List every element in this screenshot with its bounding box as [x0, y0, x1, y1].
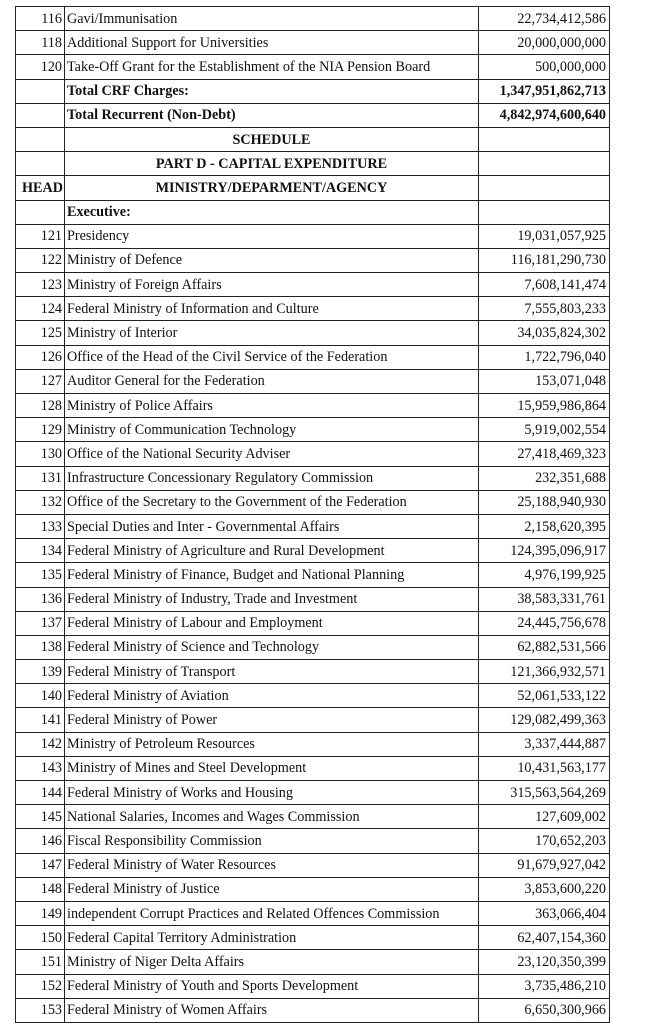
- item-description: Ministry of Foreign Affairs: [65, 273, 479, 297]
- empty-cell: [16, 152, 65, 176]
- table-row: [16, 660, 610, 684]
- head-number: 122: [16, 248, 65, 272]
- head-number: 136: [16, 587, 65, 611]
- table-row: [16, 394, 610, 418]
- item-amount: 1,722,796,040: [479, 345, 610, 369]
- empty-cell: [479, 200, 610, 224]
- table-row: [16, 345, 610, 369]
- item-amount: 22,734,412,586: [479, 7, 610, 31]
- column-header-row: [16, 176, 610, 200]
- head-number: 124: [16, 297, 65, 321]
- item-amount: 129,082,499,363: [479, 708, 610, 732]
- part-title: PART D - CAPITAL EXPENDITURE: [65, 152, 479, 176]
- head-number: 128: [16, 394, 65, 418]
- table-row: [16, 563, 610, 587]
- head-number: 145: [16, 805, 65, 829]
- table-row: [16, 490, 610, 514]
- table-row: [16, 321, 610, 345]
- item-amount: 7,555,803,233: [479, 297, 610, 321]
- total-row: [16, 103, 610, 127]
- item-amount: 27,418,469,323: [479, 442, 610, 466]
- head-number: 140: [16, 684, 65, 708]
- empty-cell: [16, 127, 65, 151]
- item-amount: 363,066,404: [479, 901, 610, 925]
- head-number: 143: [16, 756, 65, 780]
- item-description: Federal Ministry of Women Affairs: [65, 998, 479, 1022]
- table-row: [16, 418, 610, 442]
- budget-table-body: [16, 7, 610, 1023]
- item-description: Office of the National Security Adviser: [65, 442, 479, 466]
- head-number: 146: [16, 829, 65, 853]
- item-description: Federal Ministry of Water Resources: [65, 853, 479, 877]
- table-row: [16, 974, 610, 998]
- head-number: 134: [16, 539, 65, 563]
- item-amount: 232,351,688: [479, 466, 610, 490]
- head-number: 133: [16, 514, 65, 538]
- item-amount: 124,395,096,917: [479, 539, 610, 563]
- head-number: 127: [16, 369, 65, 393]
- item-amount: 6,650,300,966: [479, 998, 610, 1022]
- item-amount: 127,609,002: [479, 805, 610, 829]
- item-description: Presidency: [65, 224, 479, 248]
- item-description: Federal Ministry of Industry, Trade and Investment: [65, 587, 479, 611]
- item-description: Ministry of Interior: [65, 321, 479, 345]
- empty-cell: [479, 127, 610, 151]
- item-amount: 62,407,154,360: [479, 926, 610, 950]
- head-number: 148: [16, 877, 65, 901]
- head-number: 150: [16, 926, 65, 950]
- table-row: [16, 829, 610, 853]
- item-amount: 7,608,141,474: [479, 273, 610, 297]
- item-amount: 38,583,331,761: [479, 587, 610, 611]
- head-number: 137: [16, 611, 65, 635]
- head-number: 126: [16, 345, 65, 369]
- item-amount: 2,158,620,395: [479, 514, 610, 538]
- empty-cell: [16, 79, 65, 103]
- total-recurrent-label: Total Recurrent (Non-Debt): [65, 103, 479, 127]
- head-number: 139: [16, 660, 65, 684]
- item-amount: 116,181,290,730: [479, 248, 610, 272]
- table-row: [16, 901, 610, 925]
- table-row: [16, 248, 610, 272]
- table-row: [16, 7, 610, 31]
- item-description: Federal Ministry of Labour and Employment: [65, 611, 479, 635]
- head-number: 152: [16, 974, 65, 998]
- item-description: Ministry of Mines and Steel Development: [65, 756, 479, 780]
- empty-cell: [16, 200, 65, 224]
- head-number: 116: [16, 7, 65, 31]
- table-row: [16, 950, 610, 974]
- item-description: Infrastructure Concessionary Regulatory Commission: [65, 466, 479, 490]
- item-amount: 52,061,533,122: [479, 684, 610, 708]
- head-number: 144: [16, 781, 65, 805]
- item-description: Ministry of Communication Technology: [65, 418, 479, 442]
- head-number: 153: [16, 998, 65, 1022]
- item-amount: 121,366,932,571: [479, 660, 610, 684]
- item-amount: 153,071,048: [479, 369, 610, 393]
- empty-cell: [479, 152, 610, 176]
- head-number: 123: [16, 273, 65, 297]
- head-number: 125: [16, 321, 65, 345]
- item-amount: 3,853,600,220: [479, 877, 610, 901]
- item-amount: 34,035,824,302: [479, 321, 610, 345]
- item-description: Federal Ministry of Power: [65, 708, 479, 732]
- item-description: Federal Ministry of Youth and Sports Development: [65, 974, 479, 998]
- head-number: 131: [16, 466, 65, 490]
- item-description: Auditor General for the Federation: [65, 369, 479, 393]
- item-description: Federal Ministry of Works and Housing: [65, 781, 479, 805]
- part-title-row: [16, 152, 610, 176]
- table-row: [16, 853, 610, 877]
- table-row: [16, 611, 610, 635]
- item-description: Federal Capital Territory Administration: [65, 926, 479, 950]
- table-row: [16, 55, 610, 79]
- item-description: Ministry of Petroleum Resources: [65, 732, 479, 756]
- item-description: Office of the Secretary to the Government of the Federation: [65, 490, 479, 514]
- table-row: [16, 369, 610, 393]
- table-row: [16, 684, 610, 708]
- item-amount: 4,976,199,925: [479, 563, 610, 587]
- schedule-title: SCHEDULE: [65, 127, 479, 151]
- item-description: Fiscal Responsibility Commission: [65, 829, 479, 853]
- mda-column-header: MINISTRY/DEPARMENT/AGENCY: [65, 176, 479, 200]
- table-row: [16, 273, 610, 297]
- head-column-header: HEAD: [16, 176, 65, 200]
- item-amount: 62,882,531,566: [479, 635, 610, 659]
- item-description: Ministry of Niger Delta Affairs: [65, 950, 479, 974]
- table-row: [16, 224, 610, 248]
- item-amount: 3,735,486,210: [479, 974, 610, 998]
- empty-cell: [479, 176, 610, 200]
- empty-cell: [16, 103, 65, 127]
- item-description: Federal Ministry of Finance, Budget and National Planning: [65, 563, 479, 587]
- item-description: Special Duties and Inter - Governmental Affairs: [65, 514, 479, 538]
- head-number: 132: [16, 490, 65, 514]
- head-number: 138: [16, 635, 65, 659]
- item-description: Federal Ministry of Justice: [65, 877, 479, 901]
- total-crf-label: Total CRF Charges:: [65, 79, 479, 103]
- item-description: Federal Ministry of Science and Technology: [65, 635, 479, 659]
- item-description: Federal Ministry of Agriculture and Rural Development: [65, 539, 479, 563]
- table-row: [16, 466, 610, 490]
- item-description: Federal Ministry of Transport: [65, 660, 479, 684]
- head-number: 142: [16, 732, 65, 756]
- item-amount: 20,000,000,000: [479, 31, 610, 55]
- budget-schedule-table: [15, 6, 610, 1023]
- table-row: [16, 539, 610, 563]
- table-row: [16, 756, 610, 780]
- item-amount: 19,031,057,925: [479, 224, 610, 248]
- schedule-title-row: [16, 127, 610, 151]
- table-row: [16, 805, 610, 829]
- item-amount: 15,959,986,864: [479, 394, 610, 418]
- item-description: Office of the Head of the Civil Service of the Federation: [65, 345, 479, 369]
- item-amount: 170,652,203: [479, 829, 610, 853]
- head-number: 121: [16, 224, 65, 248]
- item-amount: 91,679,927,042: [479, 853, 610, 877]
- item-description: National Salaries, Incomes and Wages Commission: [65, 805, 479, 829]
- table-row: [16, 998, 610, 1022]
- item-description: independent Corrupt Practices and Related Offences Commission: [65, 901, 479, 925]
- head-number: 129: [16, 418, 65, 442]
- head-number: 118: [16, 31, 65, 55]
- table-row: [16, 635, 610, 659]
- item-description: Additional Support for Universities: [65, 31, 479, 55]
- table-row: [16, 781, 610, 805]
- item-description: Federal Ministry of Information and Culture: [65, 297, 479, 321]
- item-amount: 23,120,350,399: [479, 950, 610, 974]
- head-number: 141: [16, 708, 65, 732]
- head-number: 151: [16, 950, 65, 974]
- item-amount: 315,563,564,269: [479, 781, 610, 805]
- item-description: Gavi/Immunisation: [65, 7, 479, 31]
- table-row: [16, 442, 610, 466]
- table-row: [16, 926, 610, 950]
- head-number: 120: [16, 55, 65, 79]
- table-row: [16, 708, 610, 732]
- section-label: Executive:: [65, 200, 479, 224]
- item-description: Ministry of Defence: [65, 248, 479, 272]
- total-recurrent-amount: 4,842,974,600,640: [479, 103, 610, 127]
- item-amount: 10,431,563,177: [479, 756, 610, 780]
- total-crf-amount: 1,347,951,862,713: [479, 79, 610, 103]
- section-row: [16, 200, 610, 224]
- item-amount: 3,337,444,887: [479, 732, 610, 756]
- head-number: 135: [16, 563, 65, 587]
- table-row: [16, 31, 610, 55]
- item-amount: 25,188,940,930: [479, 490, 610, 514]
- table-row: [16, 587, 610, 611]
- table-row: [16, 877, 610, 901]
- item-amount: 500,000,000: [479, 55, 610, 79]
- table-row: [16, 514, 610, 538]
- item-description: Ministry of Police Affairs: [65, 394, 479, 418]
- table-row: [16, 732, 610, 756]
- head-number: 149: [16, 901, 65, 925]
- item-description: Federal Ministry of Aviation: [65, 684, 479, 708]
- item-amount: 24,445,756,678: [479, 611, 610, 635]
- total-row: [16, 79, 610, 103]
- table-row: [16, 297, 610, 321]
- head-number: 130: [16, 442, 65, 466]
- head-number: 147: [16, 853, 65, 877]
- item-description: Take-Off Grant for the Establishment of the NIA Pension Board: [65, 55, 479, 79]
- item-amount: 5,919,002,554: [479, 418, 610, 442]
